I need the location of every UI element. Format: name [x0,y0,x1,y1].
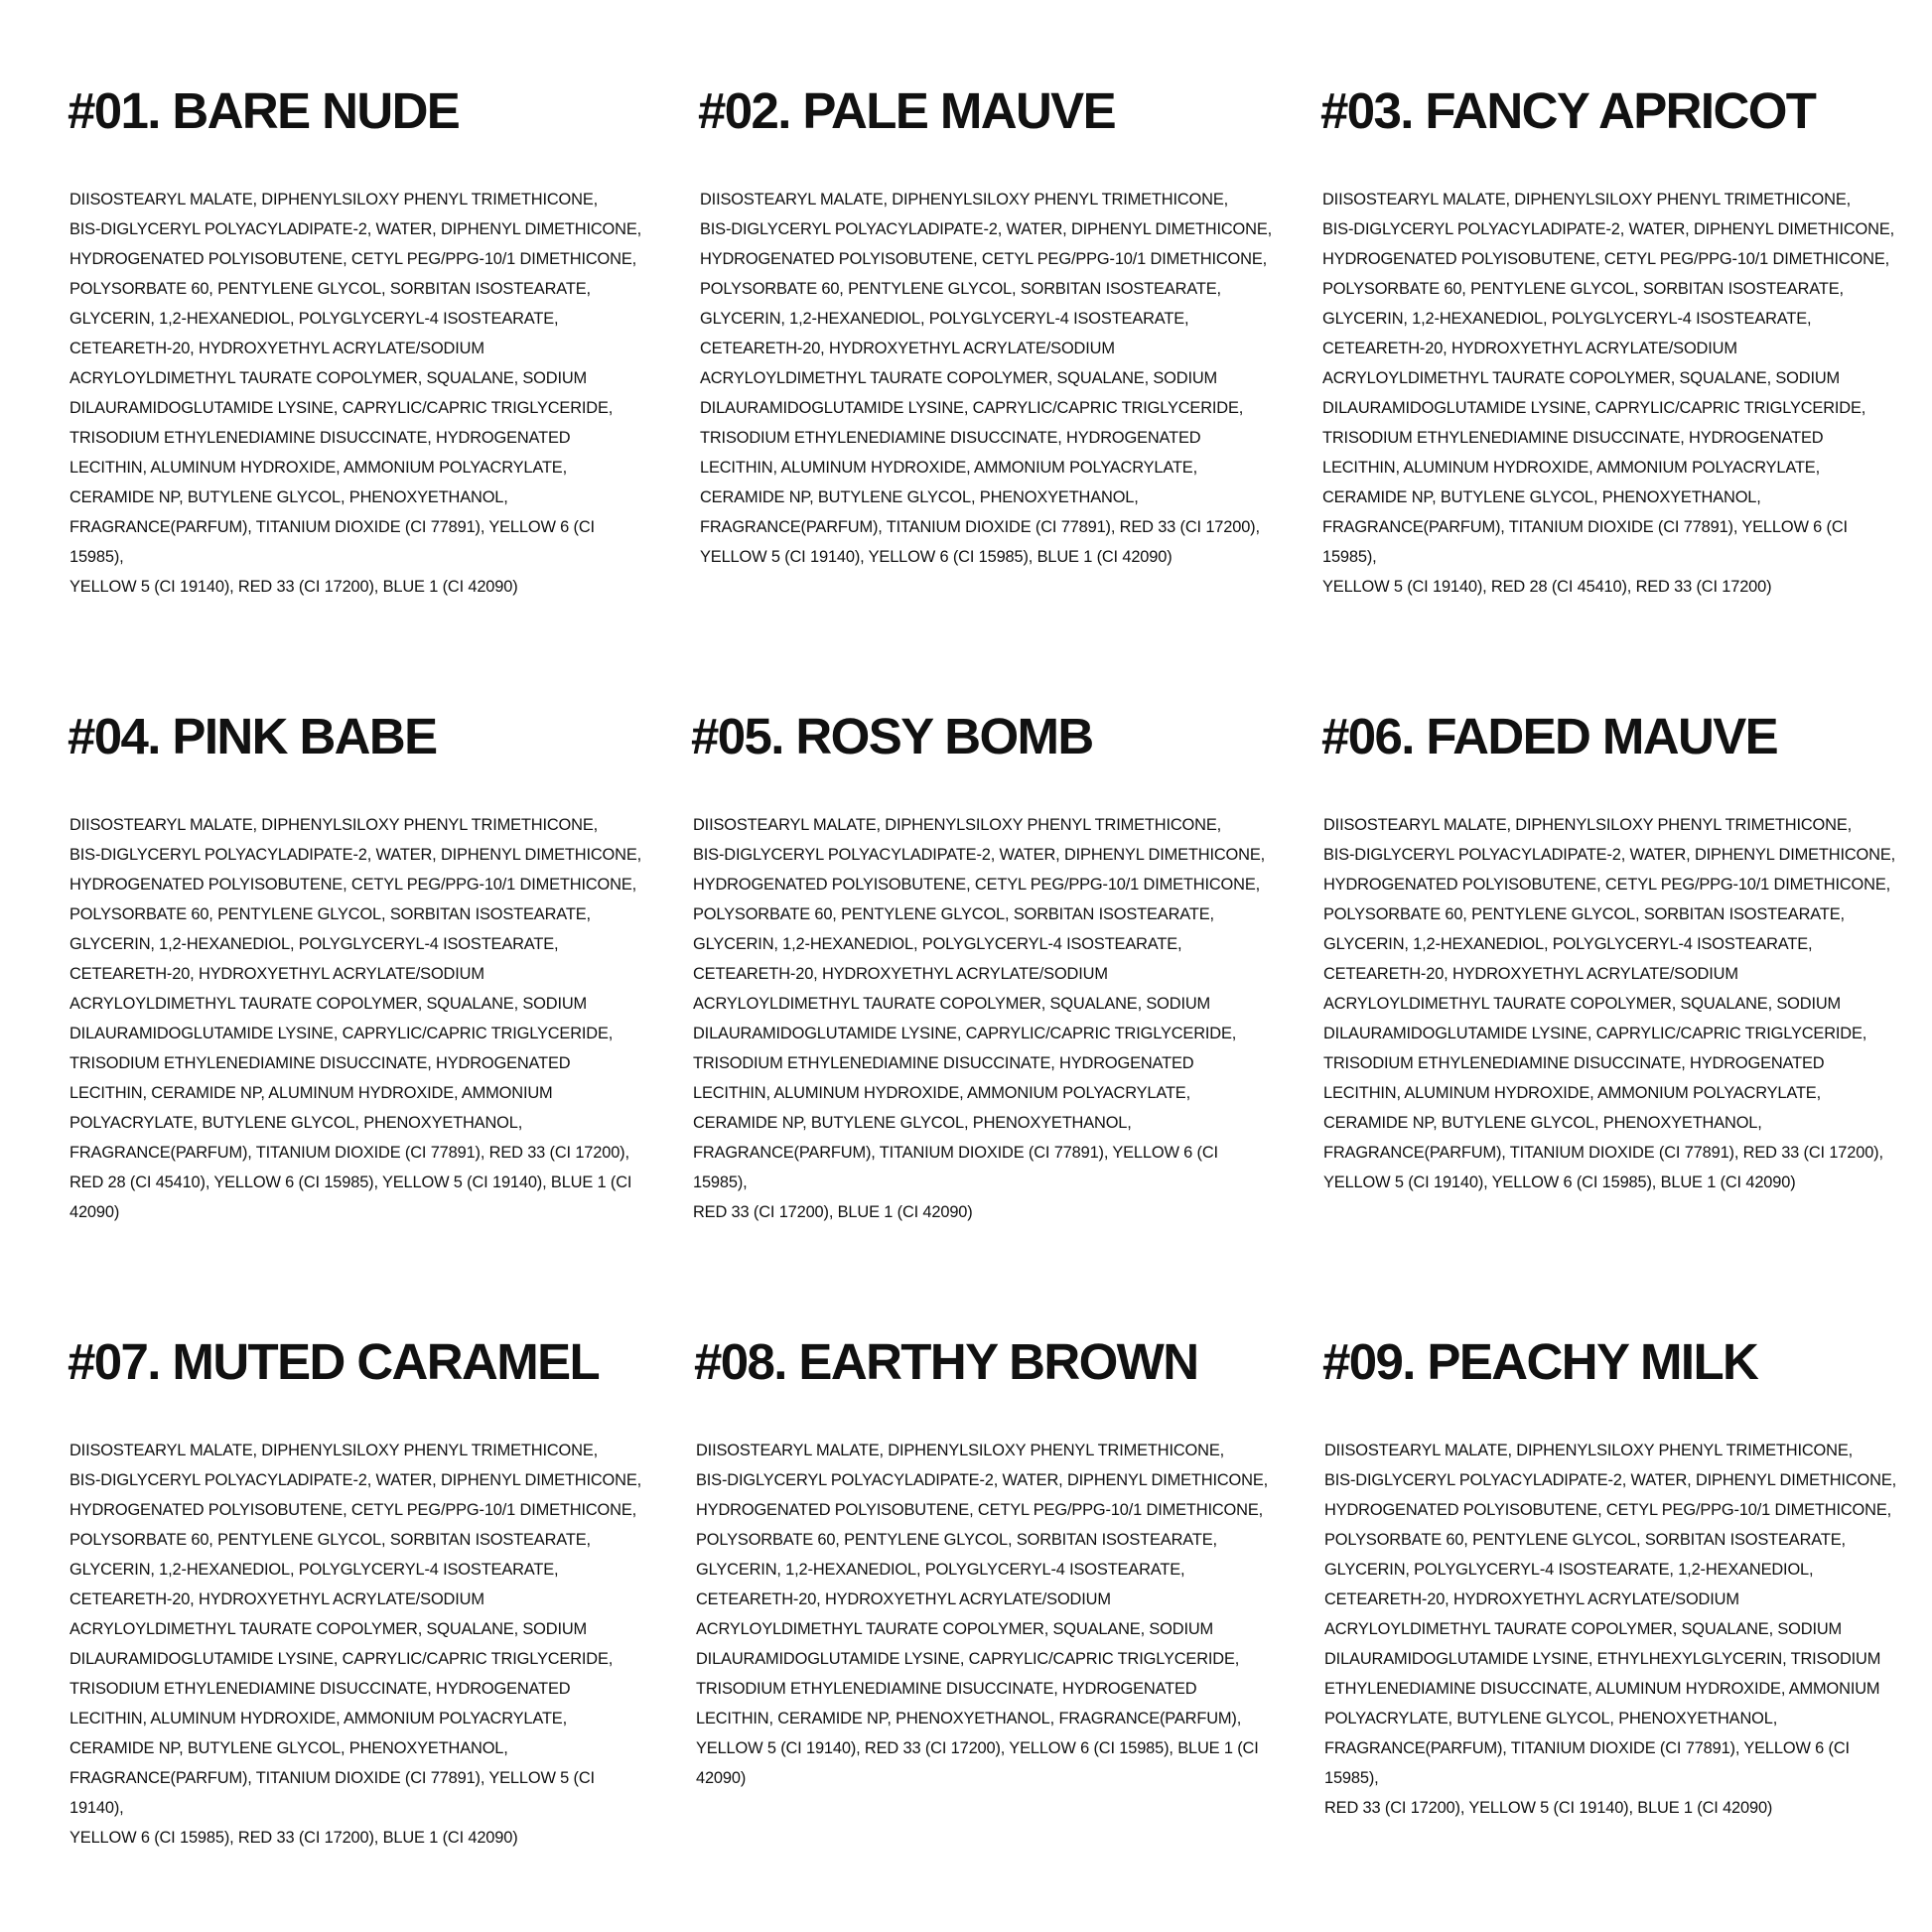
shade-08-block [694,1332,1270,1793]
shade-06-block [1321,707,1897,1197]
shade-title: #03. FANCY APRICOT [1320,82,1816,139]
shade-title: #09. PEACHY MILK [1322,1333,1758,1390]
shade-title: #07. MUTED CARAMEL [68,1333,600,1390]
ingredients-list: DIISOSTEARYL MALATE, DIPHENYLSILOXY PHENYL TRIMETHICONE, BIS-DIGLYCERYL POLYACYLADIPATE-2, WATER, DIPHENYL DIMETHICONE, HYDROGENATED POLYISOBUTENE, CETYL PEG/PPG-10/1 DIMETHICONE, POLYSORBATE 60, PENTYLENE GLYCOL, SORBITAN ISOSTEARATE, GLYCERIN, 1,2-HEXANEDIOL, POLYGLYCERYL-4 ISOSTEARATE, CETEARETH-20, HYDROXYETHYL ACRYLATE/SODIUM ACRYLOYLDIMETHYL TAURATE COPOLYMER, SQUALANE, SODIUM DILAURAMIDOGLUTAMIDE LYSINE, CAPRYLIC/CAPRIC TRIGLYCERIDE, TRISODIUM ETHYLENEDIAMINE DISUCCINATE, HYDROGENATED LECITHIN, ALUMINUM HYDROXIDE, AMMONIUM POLYACRYLATE, CERAMIDE NP, BUTYLENE GLYCOL, PHENOXYETHANOL, FRAGRANCE(PARFUM), TITANIUM DIOXIDE (CI 77891), YELLOW 6 (CI 15985), YELLOW 5 (CI 19140), RED 28 (CI 45410), RED 33 (CI 17200) [1322,191,1895,596]
ingredients-list: DIISOSTEARYL MALATE, DIPHENYLSILOXY PHENYL TRIMETHICONE, BIS-DIGLYCERYL POLYACYLADIPATE-2, WATER, DIPHENYL DIMETHICONE, HYDROGENATED POLYISOBUTENE, CETYL PEG/PPG-10/1 DIMETHICONE, POLYSORBATE 60, PENTYLENE GLYCOL, SORBITAN ISOSTEARATE, GLYCERIN, 1,2-HEXANEDIOL, POLYGLYCERYL-4 ISOSTEARATE, CETEARETH-20, HYDROXYETHYL ACRYLATE/SODIUM ACRYLOYLDIMETHYL TAURATE COPOLYMER, SQUALANE, SODIUM DILAURAMIDOGLUTAMIDE LYSINE, CAPRYLIC/CAPRIC TRIGLYCERIDE, TRISODIUM ETHYLENEDIAMINE DISUCCINATE, HYDROGENATED LECITHIN, ALUMINUM HYDROXIDE, AMMONIUM POLYACRYLATE, CERAMIDE NP, BUTYLENE GLYCOL, PHENOXYETHANOL, FRAGRANCE(PARFUM), TITANIUM DIOXIDE (CI 77891), RED 33 (CI 17200), YELLOW 5 (CI 19140), YELLOW 6 (CI 15985), BLUE 1 (CI 42090) [1323,816,1896,1191]
ingredients-list: DIISOSTEARYL MALATE, DIPHENYLSILOXY PHENYL TRIMETHICONE, BIS-DIGLYCERYL POLYACYLADIPATE-2, WATER, DIPHENYL DIMETHICONE, HYDROGENATED POLYISOBUTENE, CETYL PEG/PPG-10/1 DIMETHICONE, POLYSORBATE 60, PENTYLENE GLYCOL, SORBITAN ISOSTEARATE, GLYCERIN, 1,2-HEXANEDIOL, POLYGLYCERYL-4 ISOSTEARATE, CETEARETH-20, HYDROXYETHYL ACRYLATE/SODIUM ACRYLOYLDIMETHYL TAURATE COPOLYMER, SQUALANE, SODIUM DILAURAMIDOGLUTAMIDE LYSINE, CAPRYLIC/CAPRIC TRIGLYCERIDE, TRISODIUM ETHYLENEDIAMINE DISUCCINATE, HYDROGENATED LECITHIN, ALUMINUM HYDROXIDE, AMMONIUM POLYACRYLATE, CERAMIDE NP, BUTYLENE GLYCOL, PHENOXYETHANOL, FRAGRANCE(PARFUM), TITANIUM DIOXIDE (CI 77891), YELLOW 6 (CI 15985), YELLOW 5 (CI 19140), RED 33 (CI 17200), BLUE 1 (CI 42090) [69,191,642,596]
shade-title: #04. PINK BABE [68,708,437,764]
shade-01-block [68,81,643,602]
ingredients-list: DIISOSTEARYL MALATE, DIPHENYLSILOXY PHENYL TRIMETHICONE, BIS-DIGLYCERYL POLYACYLADIPATE-2, WATER, DIPHENYL DIMETHICONE, HYDROGENATED POLYISOBUTENE, CETYL PEG/PPG-10/1 DIMETHICONE, POLYSORBATE 60, PENTYLENE GLYCOL, SORBITAN ISOSTEARATE, GLYCERIN, 1,2-HEXANEDIOL, POLYGLYCERYL-4 ISOSTEARATE, CETEARETH-20, HYDROXYETHYL ACRYLATE/SODIUM ACRYLOYLDIMETHYL TAURATE COPOLYMER, SQUALANE, SODIUM DILAURAMIDOGLUTAMIDE LYSINE, CAPRYLIC/CAPRIC TRIGLYCERIDE, TRISODIUM ETHYLENEDIAMINE DISUCCINATE, HYDROGENATED LECITHIN, ALUMINUM HYDROXIDE, AMMONIUM POLYACRYLATE, CERAMIDE NP, BUTYLENE GLYCOL, PHENOXYETHANOL, FRAGRANCE(PARFUM), TITANIUM DIOXIDE (CI 77891), RED 33 (CI 17200), YELLOW 5 (CI 19140), YELLOW 6 (CI 15985), BLUE 1 (CI 42090) [700,191,1273,566]
shade-title: #08. EARTHY BROWN [694,1333,1198,1390]
shade-02-block [698,81,1274,572]
shade-title: #05. ROSY BOMB [691,708,1093,764]
shade-04-block [68,707,643,1227]
shade-07-block [68,1332,643,1853]
ingredients-list: DIISOSTEARYL MALATE, DIPHENYLSILOXY PHENYL TRIMETHICONE, BIS-DIGLYCERYL POLYACYLADIPATE-2, WATER, DIPHENYL DIMETHICONE, HYDROGENATED POLYISOBUTENE, CETYL PEG/PPG-10/1 DIMETHICONE, POLYSORBATE 60, PENTYLENE GLYCOL, SORBITAN ISOSTEARATE, GLYCERIN, 1,2-HEXANEDIOL, POLYGLYCERYL-4 ISOSTEARATE, CETEARETH-20, HYDROXYETHYL ACRYLATE/SODIUM ACRYLOYLDIMETHYL TAURATE COPOLYMER, SQUALANE, SODIUM DILAURAMIDOGLUTAMIDE LYSINE, CAPRYLIC/CAPRIC TRIGLYCERIDE, TRISODIUM ETHYLENEDIAMINE DISUCCINATE, HYDROGENATED LECITHIN, CERAMIDE NP, PHENOXYETHANOL, FRAGRANCE(PARFUM), YELLOW 5 (CI 19140), RED 33 (CI 17200), YELLOW 6 (CI 15985), BLUE 1 (CI 42090) [696,1442,1269,1787]
ingredients-list: DIISOSTEARYL MALATE, DIPHENYLSILOXY PHENYL TRIMETHICONE, BIS-DIGLYCERYL POLYACYLADIPATE-2, WATER, DIPHENYL DIMETHICONE, HYDROGENATED POLYISOBUTENE, CETYL PEG/PPG-10/1 DIMETHICONE, POLYSORBATE 60, PENTYLENE GLYCOL, SORBITAN ISOSTEARATE, GLYCERIN, 1,2-HEXANEDIOL, POLYGLYCERYL-4 ISOSTEARATE, CETEARETH-20, HYDROXYETHYL ACRYLATE/SODIUM ACRYLOYLDIMETHYL TAURATE COPOLYMER, SQUALANE, SODIUM DILAURAMIDOGLUTAMIDE LYSINE, CAPRYLIC/CAPRIC TRIGLYCERIDE, TRISODIUM ETHYLENEDIAMINE DISUCCINATE, HYDROGENATED LECITHIN, ALUMINUM HYDROXIDE, AMMONIUM POLYACRYLATE, CERAMIDE NP, BUTYLENE GLYCOL, PHENOXYETHANOL, FRAGRANCE(PARFUM), TITANIUM DIOXIDE (CI 77891), YELLOW 5 (CI 19140), YELLOW 6 (CI 15985), RED 33 (CI 17200), BLUE 1 (CI 42090) [69,1442,642,1847]
ingredients-list: DIISOSTEARYL MALATE, DIPHENYLSILOXY PHENYL TRIMETHICONE, BIS-DIGLYCERYL POLYACYLADIPATE-2, WATER, DIPHENYL DIMETHICONE, HYDROGENATED POLYISOBUTENE, CETYL PEG/PPG-10/1 DIMETHICONE, POLYSORBATE 60, PENTYLENE GLYCOL, SORBITAN ISOSTEARATE, GLYCERIN, 1,2-HEXANEDIOL, POLYGLYCERYL-4 ISOSTEARATE, CETEARETH-20, HYDROXYETHYL ACRYLATE/SODIUM ACRYLOYLDIMETHYL TAURATE COPOLYMER, SQUALANE, SODIUM DILAURAMIDOGLUTAMIDE LYSINE, CAPRYLIC/CAPRIC TRIGLYCERIDE, TRISODIUM ETHYLENEDIAMINE DISUCCINATE, HYDROGENATED LECITHIN, CERAMIDE NP, ALUMINUM HYDROXIDE, AMMONIUM POLYACRYLATE, BUTYLENE GLYCOL, PHENOXYETHANOL, FRAGRANCE(PARFUM), TITANIUM DIOXIDE (CI 77891), RED 33 (CI 17200), RED 28 (CI 45410), YELLOW 6 (CI 15985), YELLOW 5 (CI 19140), BLUE 1 (CI 42090) [69,816,642,1221]
shade-05-block [691,707,1267,1227]
shade-title: #01. BARE NUDE [68,82,460,139]
shade-03-block [1320,81,1896,602]
ingredients-list: DIISOSTEARYL MALATE, DIPHENYLSILOXY PHENYL TRIMETHICONE, BIS-DIGLYCERYL POLYACYLADIPATE-2, WATER, DIPHENYL DIMETHICONE, HYDROGENATED POLYISOBUTENE, CETYL PEG/PPG-10/1 DIMETHICONE, POLYSORBATE 60, PENTYLENE GLYCOL, SORBITAN ISOSTEARATE, GLYCERIN, 1,2-HEXANEDIOL, POLYGLYCERYL-4 ISOSTEARATE, CETEARETH-20, HYDROXYETHYL ACRYLATE/SODIUM ACRYLOYLDIMETHYL TAURATE COPOLYMER, SQUALANE, SODIUM DILAURAMIDOGLUTAMIDE LYSINE, CAPRYLIC/CAPRIC TRIGLYCERIDE, TRISODIUM ETHYLENEDIAMINE DISUCCINATE, HYDROGENATED LECITHIN, ALUMINUM HYDROXIDE, AMMONIUM POLYACRYLATE, CERAMIDE NP, BUTYLENE GLYCOL, PHENOXYETHANOL, FRAGRANCE(PARFUM), TITANIUM DIOXIDE (CI 77891), YELLOW 6 (CI 15985), RED 33 (CI 17200), BLUE 1 (CI 42090) [693,816,1266,1221]
shade-title: #06. FADED MAUVE [1321,708,1778,764]
shade-09-block [1322,1332,1898,1823]
shade-title: #02. PALE MAUVE [698,82,1116,139]
ingredients-list: DIISOSTEARYL MALATE, DIPHENYLSILOXY PHENYL TRIMETHICONE, BIS-DIGLYCERYL POLYACYLADIPATE-2, WATER, DIPHENYL DIMETHICONE, HYDROGENATED POLYISOBUTENE, CETYL PEG/PPG-10/1 DIMETHICONE, POLYSORBATE 60, PENTYLENE GLYCOL, SORBITAN ISOSTEARATE, GLYCERIN, POLYGLYCERYL-4 ISOSTEARATE, 1,2-HEXANEDIOL, CETEARETH-20, HYDROXYETHYL ACRYLATE/SODIUM ACRYLOYLDIMETHYL TAURATE COPOLYMER, SQUALANE, SODIUM DILAURAMIDOGLUTAMIDE LYSINE, ETHYLHEXYLGLYCERIN, TRISODIUM ETHYLENEDIAMINE DISUCCINATE, ALUMINUM HYDROXIDE, AMMONIUM POLYACRYLATE, BUTYLENE GLYCOL, PHENOXYETHANOL, FRAGRANCE(PARFUM), TITANIUM DIOXIDE (CI 77891), YELLOW 6 (CI 15985), RED 33 (CI 17200), YELLOW 5 (CI 19140), BLUE 1 (CI 42090) [1324,1442,1897,1817]
